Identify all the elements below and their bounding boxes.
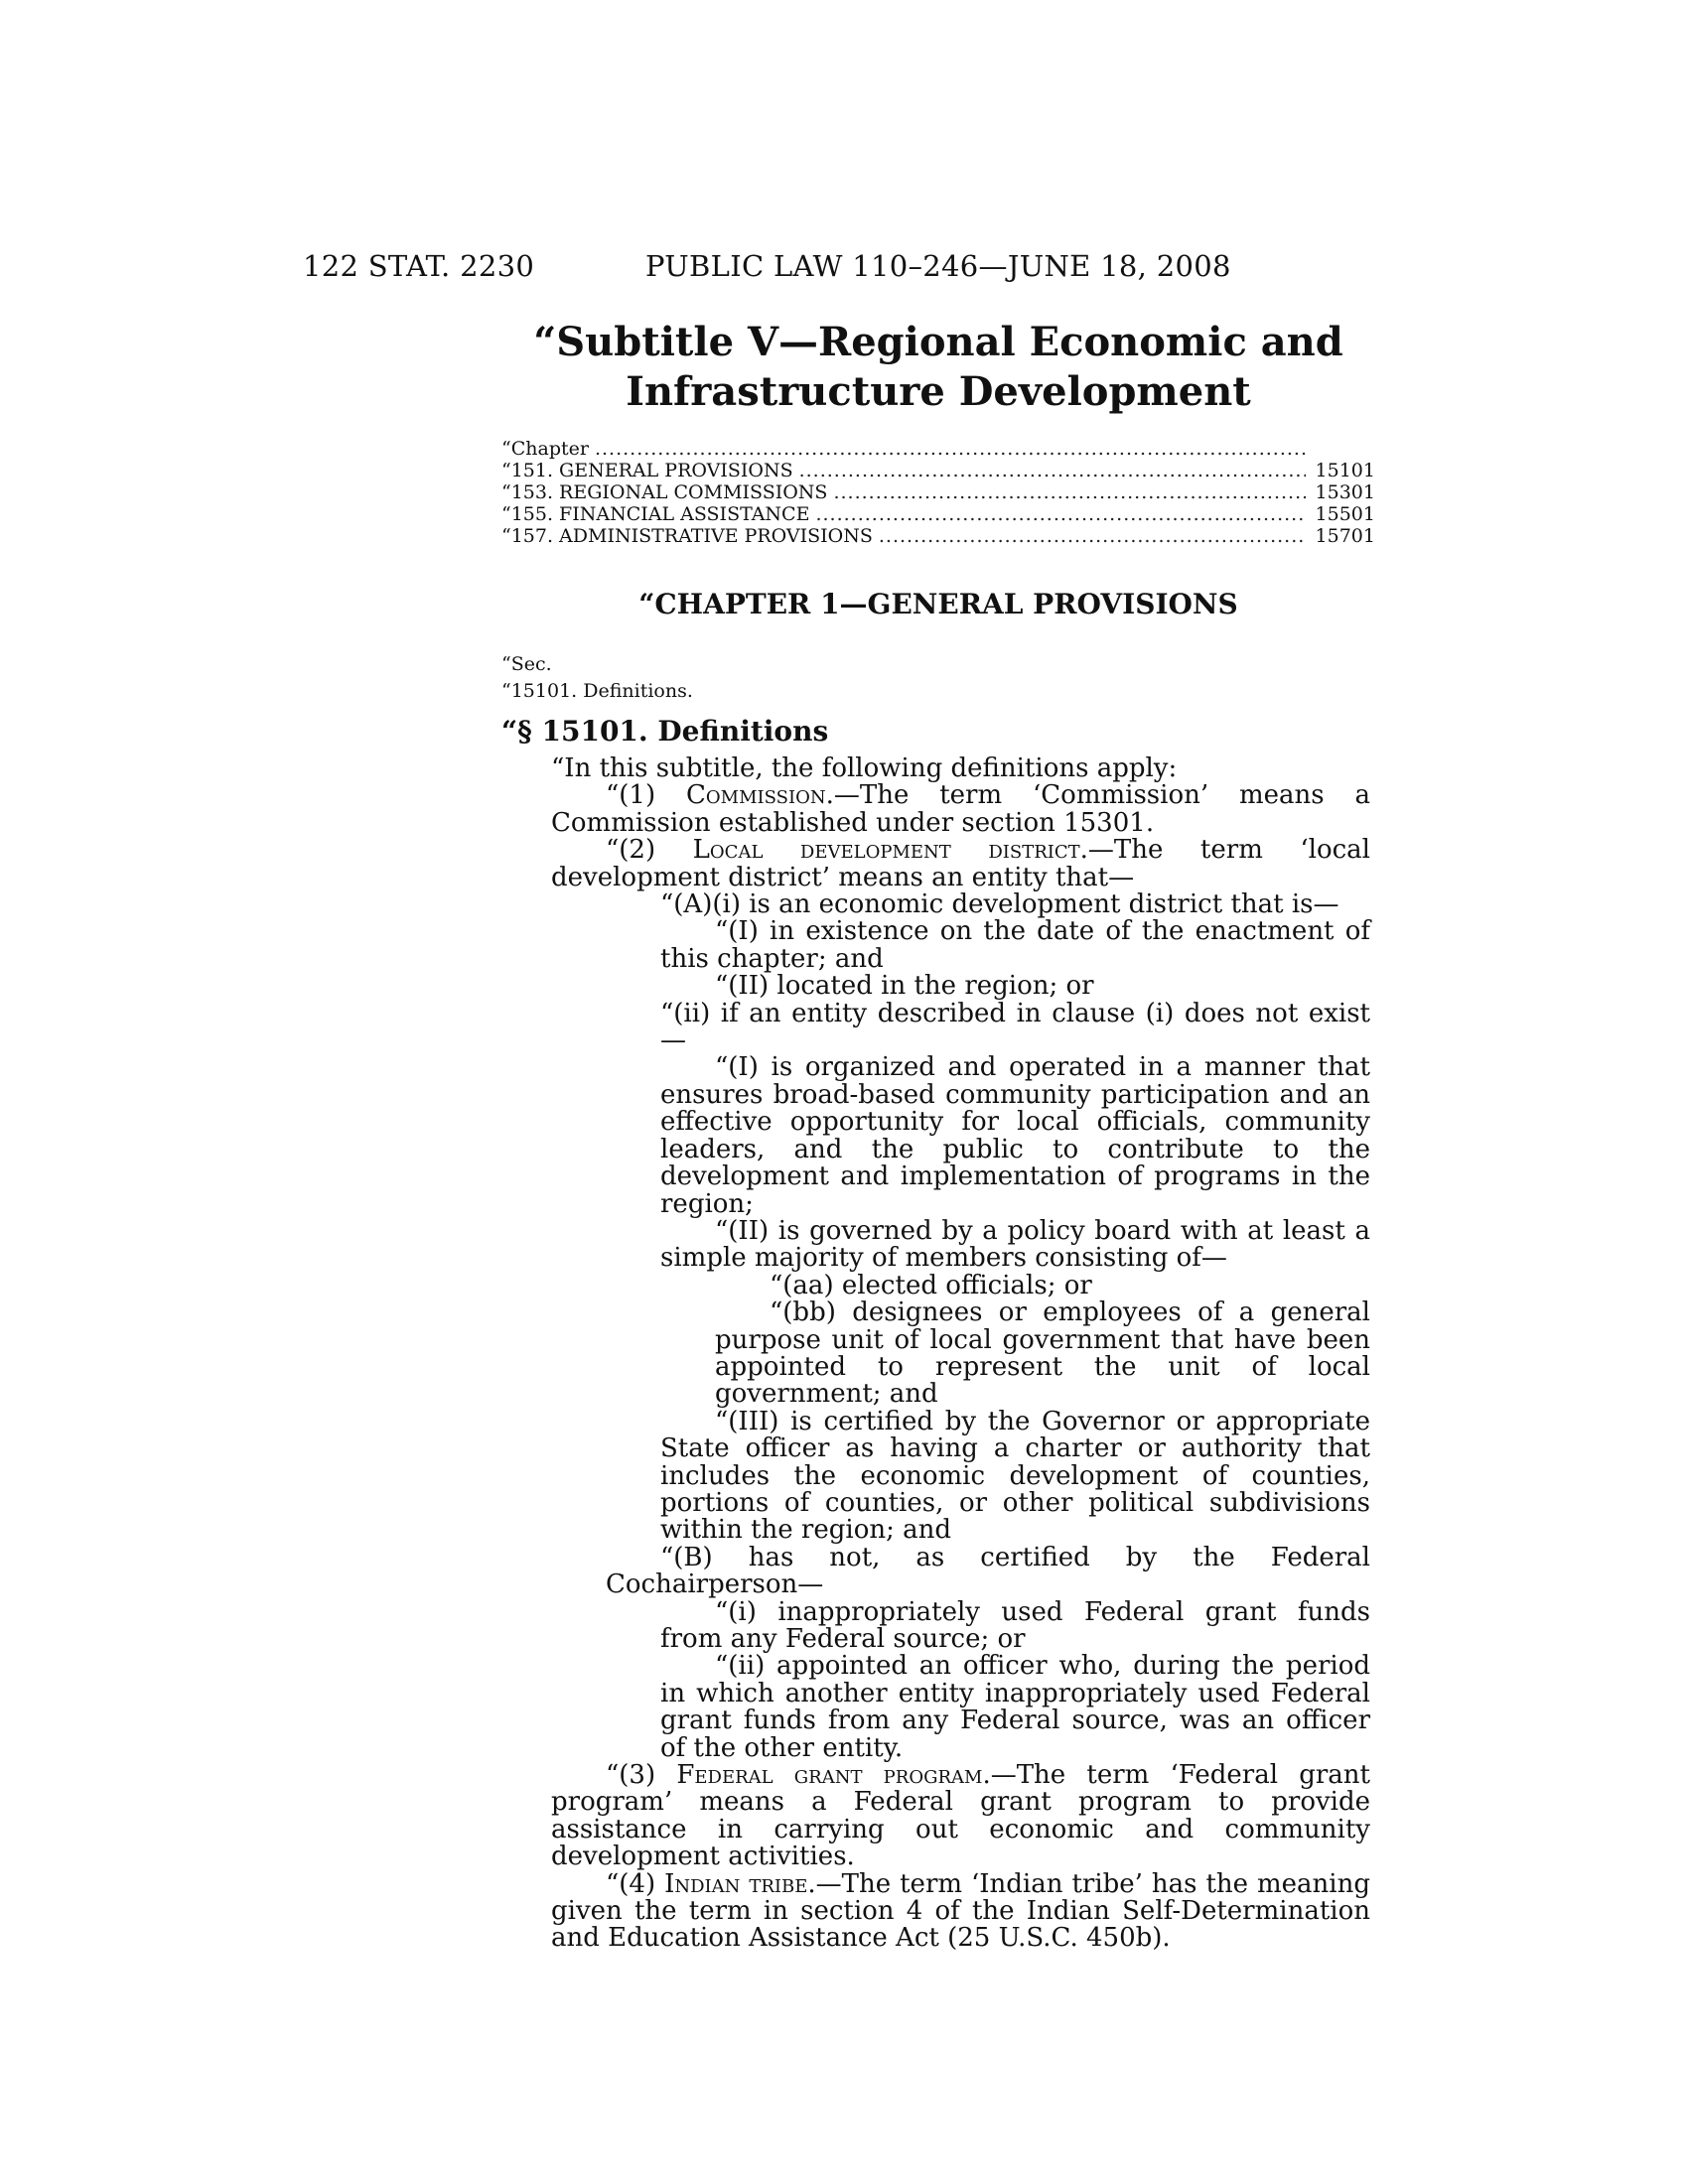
definition-term: Indian tribe <box>664 1868 808 1899</box>
definition-number: “(2) <box>606 835 693 866</box>
toc-leader <box>799 460 1306 481</box>
table-of-contents <box>501 438 1375 547</box>
toc-label: “155. FINANCIAL ASSISTANCE <box>501 503 810 525</box>
definition-number: “(3) <box>606 1760 677 1791</box>
clause-text: “(II) is governed by a policy board with at least a simple majority of members consisting of— <box>660 1215 1370 1274</box>
section-list-item: “15101. Definitions. <box>501 680 693 702</box>
definition-4 <box>551 1868 1370 1954</box>
definition-number: “(1) <box>606 780 686 811</box>
toc-number: 15101 <box>1315 460 1375 481</box>
toc-row <box>501 503 1375 525</box>
clause-text: “(ii) if an entity described in clause (i) does not exist— <box>660 998 1370 1056</box>
toc-row <box>501 460 1375 481</box>
definition-term: Commission <box>686 780 826 811</box>
intro-paragraph <box>551 755 1370 782</box>
title-line-2: Infrastructure Development <box>626 368 1251 415</box>
item-bb <box>551 1299 1370 1409</box>
clause-text: “(ii) appointed an officer who, during the period in which another entity inappropriately used Federal grant funds from any Federal source, was an officer of the other entity. <box>660 1651 1370 1763</box>
toc-label: “151. GENERAL PROVISIONS <box>501 460 793 481</box>
definition-3 <box>551 1762 1370 1871</box>
toc-heading: “Chapter <box>501 438 589 460</box>
item-aa <box>551 1270 1370 1300</box>
subclause-a-i-II <box>551 973 1370 1000</box>
clause-b-i <box>551 1596 1370 1654</box>
clause-text: “(I) is organized and operated in a manner that ensures broad-based community participation and an effective opportunity for local officials, community leaders, and the public to contribute to the development and implementation of programs in the region; <box>660 1052 1370 1219</box>
section-body <box>551 755 1370 1953</box>
clause-text: “(B) has not, as certified by the Federal Cochairperson— <box>606 1542 1370 1600</box>
toc-number: 15501 <box>1315 503 1375 525</box>
subclause-a-ii-II <box>551 1215 1370 1274</box>
definition-1 <box>551 782 1370 837</box>
toc-label: “157. ADMINISTRATIVE PROVISIONS <box>501 525 873 547</box>
toc-row <box>501 525 1375 547</box>
definition-number: “(4) <box>606 1868 665 1899</box>
definition-text: .—The term ‘local development district’ means an entity that— <box>551 835 1370 892</box>
definition-2 <box>551 837 1370 891</box>
toc-heading-row <box>501 438 1375 460</box>
section-list-heading: “Sec. <box>501 653 552 675</box>
definition-text: .—The term ‘Commission’ means a Commission established under section 15301. <box>551 780 1370 838</box>
definition-term: Local development district <box>692 835 1080 866</box>
definition-term: Federal grant program <box>676 1760 983 1791</box>
clause-text: “(i) inappropriately used Federal grant funds from any Federal source; or <box>660 1596 1370 1654</box>
toc-leader <box>595 438 1306 460</box>
clause-a-ii <box>551 998 1370 1056</box>
running-header: PUBLIC LAW 110–246—JUNE 18, 2008 <box>645 249 1231 283</box>
subparagraph-b <box>551 1542 1370 1600</box>
clause-b-ii <box>551 1653 1370 1762</box>
toc-number: 15301 <box>1315 481 1375 503</box>
stat-page-number: 122 STAT. 2230 <box>303 249 535 283</box>
toc-leader <box>879 525 1306 547</box>
clause-text: “(III) is certified by the Governor or appropriate State officer as having a charter or authority that includes the economic development of counties, portions of counties, or other political subdivisions within the region; and <box>660 1406 1370 1546</box>
toc-number: 15701 <box>1315 525 1375 547</box>
definition-text: .—The term ‘Federal grant program’ means a Federal grant program to provide assistance in carrying out economic and community development activities. <box>551 1760 1371 1872</box>
clause-text: “(II) located in the region; or <box>715 971 1094 1002</box>
clause-text: “(I) in existence on the date of the enactment of this chapter; and <box>660 916 1370 974</box>
chapter-heading: “CHAPTER 1—GENERAL PROVISIONS <box>638 588 1238 620</box>
section-heading: “§ 15101. Definitions <box>501 715 829 748</box>
definition-text: .—The term ‘Indian tribe’ has the meaning given the term in section 4 of the Indian Self-Determination and Education Assistance Act (25 U.S.C. 450b). <box>551 1868 1370 1954</box>
subtitle-title <box>526 318 1350 417</box>
subparagraph-a-i <box>551 891 1370 918</box>
title-line-1: “Subtitle V—Regional Economic and <box>533 319 1343 365</box>
intro-text: “In this subtitle, the following definitions apply: <box>551 753 1178 783</box>
toc-row <box>501 481 1375 503</box>
toc-label: “153. REGIONAL COMMISSIONS <box>501 481 828 503</box>
clause-text: “(aa) elected officials; or <box>770 1270 1092 1300</box>
clause-text: “(A)(i) is an economic development district that is— <box>660 889 1339 920</box>
subclause-a-i-I <box>551 918 1370 973</box>
clause-text: “(bb) designees or employees of a general purpose unit of local government that have been appointed to represent the unit of local government; and <box>715 1297 1370 1410</box>
toc-leader <box>833 481 1306 503</box>
section-list <box>501 651 693 705</box>
subclause-a-ii-I <box>551 1054 1370 1217</box>
subclause-a-ii-III <box>551 1406 1370 1546</box>
toc-leader <box>815 503 1306 525</box>
